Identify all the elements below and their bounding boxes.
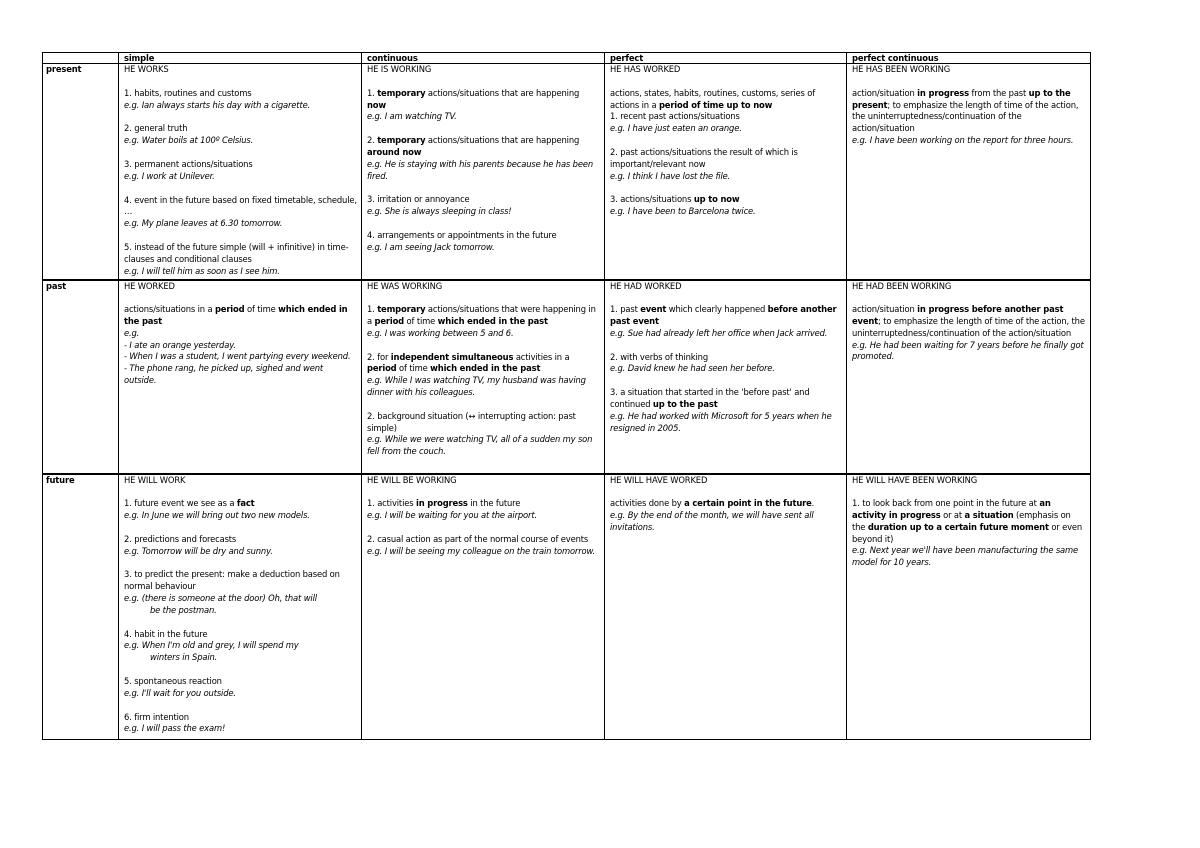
cell-title: HE HAS BEEN WORKING <box>852 64 951 74</box>
cell-title: HE HAD WORKED <box>610 280 682 291</box>
example: e.g. He had been waiting for 7 years before he finally got promoted. <box>852 339 1084 362</box>
usage: action/situation in progress from the past up to the present; to emphasize the length of time of the action, the uninterruptedness/continuation of the action/situation <box>852 87 1079 134</box>
usage: actions/situations in a period of time which ended in the past <box>124 304 348 327</box>
usage: 3. a situation that started in the 'before past' and continued up to the past <box>610 387 810 410</box>
present-perfect-continuous-cell <box>847 64 1091 280</box>
past-perfect-cell <box>605 280 847 474</box>
usage: 1. past event which clearly happened before another past event <box>610 304 837 327</box>
example: e.g. I will pass the exam! <box>124 723 226 734</box>
example: e.g. I work at Unilever. <box>124 170 215 181</box>
example: e.g. I'll wait for you outside. <box>124 687 236 698</box>
example: e.g. <box>124 327 140 338</box>
row-present <box>43 64 1091 280</box>
example: e.g. I was working between 5 and 6. <box>367 327 514 338</box>
example: e.g. I have just eaten an orange. <box>610 123 742 134</box>
row-label-present: present <box>43 64 119 280</box>
example: - When I was a student, I went partying every weekend. <box>124 351 351 362</box>
present-perfect-cell <box>605 64 847 280</box>
usage: 4. event in the future based on fixed timetable, schedule, … <box>124 194 357 217</box>
usage: 6. firm intention <box>124 711 189 722</box>
usage: 2. casual action as part of the normal course of events <box>367 533 589 544</box>
usage: 1. recent past actions/situations <box>610 111 740 122</box>
cell-title: HE IS WORKING <box>367 64 432 74</box>
example: e.g. I will be seeing my colleague on the train tomorrow. <box>367 545 596 556</box>
header-blank <box>43 53 119 64</box>
example: e.g. I have been to Barcelona twice. <box>610 206 756 217</box>
cell-title: HE WILL HAVE BEEN WORKING <box>852 474 978 485</box>
future-continuous-cell <box>362 474 605 740</box>
cell-title: HE WORKS <box>124 64 169 74</box>
cell-title: HE HAS WORKED <box>610 64 681 74</box>
usage: 1. to look back from one point in the future at an activity in progress or at a situation (emphasis on the duration up to a certain future moment or even beyond it) <box>852 498 1083 544</box>
cell-title: HE WILL WORK <box>124 474 186 485</box>
usage: 5. instead of the future simple (will + infinitive) in time-clauses and conditional clauses <box>124 241 349 264</box>
tenses-table <box>42 52 1091 740</box>
example: e.g. While we were watching TV, all of a sudden my son fell from the couch. <box>367 434 593 457</box>
future-perfect-cell <box>605 474 847 740</box>
cell-title: HE WILL HAVE WORKED <box>610 474 708 485</box>
example: e.g. While I was watching TV, my husband was having dinner with his colleagues. <box>367 375 586 398</box>
example: e.g. Water boils at 100º Celsius. <box>124 135 254 146</box>
example: e.g. He is staying with his parents because he has been fired. <box>367 158 593 181</box>
usage: 1. future event we see as a fact <box>124 498 255 509</box>
usage: 2. background situation (↔ interrupting action: past simple) <box>367 410 576 433</box>
example: e.g. My plane leaves at 6.30 tomorrow. <box>124 218 283 229</box>
example: e.g. By the end of the month, we will have sent all invitations. <box>610 510 814 532</box>
example: e.g. I am seeing Jack tomorrow. <box>367 241 495 252</box>
row-label-future: future <box>43 474 119 740</box>
present-continuous-cell <box>362 64 605 280</box>
header-row <box>43 53 1091 64</box>
usage: 2. with verbs of thinking <box>610 351 708 362</box>
usage: 5. spontaneous reaction <box>124 676 222 687</box>
example: e.g. In June we will bring out two new models. <box>124 510 310 521</box>
usage: 4. arrangements or appointments in the future <box>367 229 557 240</box>
example: e.g. I think I have lost the file. <box>610 170 731 181</box>
header-perfect-continuous: perfect continuous <box>847 53 1091 64</box>
usage: 1. temporary actions/situations that were happening in a period of time which ended in the past <box>367 304 596 327</box>
past-perfect-continuous-cell <box>847 280 1091 474</box>
header-simple: simple <box>119 53 362 64</box>
usage: 2. past actions/situations the result of which is important/relevant now <box>610 146 798 169</box>
usage: activities done by a certain point in the future. <box>610 498 815 509</box>
example: e.g. Ian always starts his day with a cigarette. <box>124 99 311 110</box>
cell-title: HE WILL BE WORKING <box>367 474 457 485</box>
example: be the postman. <box>150 604 217 615</box>
example: e.g. Next year we'll have been manufacturing the same model for 10 years. <box>852 545 1079 568</box>
usage: 1. activities in progress in the future <box>367 498 521 509</box>
present-simple-cell <box>119 64 362 280</box>
row-label-past: past <box>43 280 119 474</box>
example: e.g. I am watching TV. <box>367 111 457 122</box>
past-continuous-cell <box>362 280 605 474</box>
usage: 2. general truth <box>124 123 188 134</box>
example: e.g. I have been working on the report for three hours. <box>852 134 1074 145</box>
usage: 4. habit in the future <box>124 628 208 639</box>
usage: 1. habits, routines and customs <box>124 87 252 98</box>
example: e.g. Tomorrow will be dry and sunny. <box>124 545 273 556</box>
row-future <box>43 474 1091 740</box>
cell-title: HE HAD BEEN WORKING <box>852 280 952 291</box>
example: e.g. David knew he had seen her before. <box>610 363 775 374</box>
past-simple-cell <box>119 280 362 474</box>
example: e.g. She is always sleeping in class! <box>367 206 512 217</box>
cell-title: HE WAS WORKING <box>367 280 443 291</box>
future-simple-cell <box>119 474 362 740</box>
example: e.g. Sue had already left her office when Jack arrived. <box>610 327 828 338</box>
cell-title: HE WORKED <box>124 280 175 291</box>
usage: 1. temporary actions/situations that are happening now <box>367 87 580 110</box>
example: - I ate an orange yesterday. <box>124 339 236 350</box>
future-perfect-continuous-cell <box>847 474 1091 740</box>
example: e.g. I will be waiting for you at the airport. <box>367 510 537 521</box>
usage: 3. to predict the present: make a deduction based on normal behaviour <box>124 569 340 592</box>
example: - The phone rang, he picked up, sighed and went outside. <box>124 363 324 386</box>
usage: 3. actions/situations up to now <box>610 194 740 205</box>
usage: 3. permanent actions/situations <box>124 158 253 169</box>
usage: 2. for independent simultaneous activities in a period of time which ended in the past <box>367 351 570 374</box>
example: winters in Spain. <box>150 652 218 663</box>
usage: 2. temporary actions/situations that are happening around now <box>367 135 580 157</box>
example: e.g. I will tell him as soon as I see him. <box>124 265 280 276</box>
example: e.g. He had worked with Microsoft for 5 years when he resigned in 2005. <box>610 410 832 433</box>
header-continuous: continuous <box>362 53 605 64</box>
usage: 2. predictions and forecasts <box>124 533 237 544</box>
header-perfect: perfect <box>605 53 847 64</box>
usage: action/situation in progress before another past event; to emphasize the length of time of the action, the uninterruptedness/continuation of the action/situation <box>852 304 1085 338</box>
example: e.g. (there is someone at the door) Oh, that will <box>124 593 317 604</box>
usage: actions, states, habits, routines, customs, series of actions in a period of time up to now <box>610 87 815 110</box>
usage: 3. irritation or annoyance <box>367 194 470 205</box>
row-past <box>43 280 1091 474</box>
example: e.g. When I'm old and grey, I will spend my <box>124 640 299 651</box>
